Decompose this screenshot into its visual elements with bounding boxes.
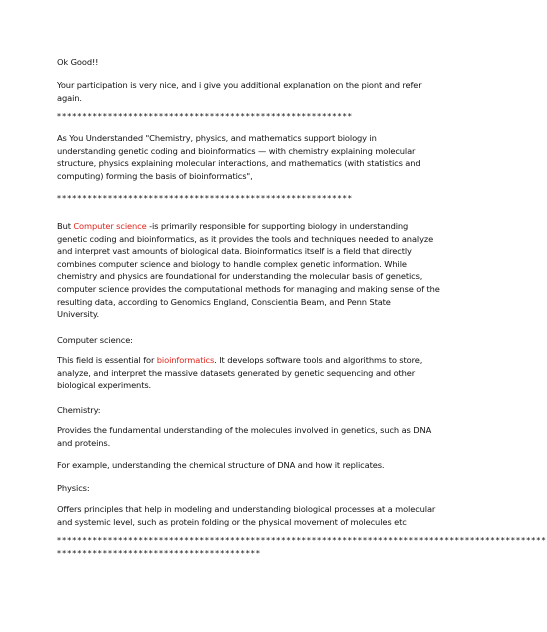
main-line-2: genetic coding and bioinformatics, as it provides the tools and techniques needed to analyze — [57, 233, 434, 244]
computer-science-paragraph — [57, 354, 422, 392]
cs-line-1-suffix: . It develops software tools and algorithms to store, — [214, 355, 423, 365]
cs-line-3: biological experiments. — [57, 380, 152, 391]
bioinformatics-highlight: bioinformatics — [156, 355, 215, 365]
phys-line-2: and systemic level, such as protein folding or the physical movement of molecules etc — [57, 516, 407, 527]
main-line-6: computer science provides the computational methods for managing and making sense of the — [57, 283, 440, 294]
quote-paragraph — [57, 132, 421, 182]
main-line-5: chemistry and physics are foundational for understanding the molecular basis of genetics, — [57, 271, 423, 282]
separator-stars-long: **************************************** — [57, 549, 261, 558]
cs-line-1 — [57, 354, 422, 367]
main-paragraph — [57, 220, 440, 321]
intro-paragraph — [57, 79, 422, 104]
physics-heading: Physics: — [57, 483, 90, 493]
phys-line-1: Offers principles that help in modeling and understanding biological processes at a molecular — [57, 504, 436, 514]
main-line-8: University. — [57, 309, 99, 320]
chem-line-1: Provides the fundamental understanding of the molecules involved in genetics, such as DNA — [57, 425, 432, 435]
intro-line-1: Your participation is very nice, and i give you additional explanation on the piont and refer — [57, 80, 422, 90]
intro-line-2: again. — [57, 92, 82, 103]
separator-stars: ********************************************************** — [57, 194, 353, 203]
chem-line-2: and proteins. — [57, 437, 111, 448]
main-line-1-prefix: But — [57, 221, 74, 231]
chemistry-example: For example, understanding the chemical structure of DNA and how it replicates. — [57, 460, 385, 470]
computer-science-heading: Computer science: — [57, 335, 133, 345]
cs-line-2: analyze, and interpret the massive datasets generated by genetic sequencing and other — [57, 367, 416, 378]
chemistry-heading: Chemistry: — [57, 405, 101, 415]
separator-stars: ********************************************************** — [57, 112, 353, 121]
physics-paragraph — [57, 503, 435, 528]
main-line-3: and interpret vast amounts of biological data. Bioinformatics itself is a field that directly — [57, 246, 412, 257]
quote-line-4: computing) forming the basis of bioinformatics", — [57, 170, 253, 181]
main-line-1-suffix: -is primarily responsible for supporting biology in understanding — [146, 221, 409, 231]
main-line-4: combines computer science and biology to handle complex genetic information. While — [57, 258, 407, 269]
separator-stars-long: ************************************************************************************************ — [57, 536, 547, 545]
quote-line-2: understanding genetic coding and bioinformatics — with chemistry explaining molecular — [57, 145, 416, 156]
cs-line-1-prefix: This field is essential for — [57, 355, 157, 365]
quote-line-3: structure, physics explaining molecular interactions, and mathematics (with statistics and — [57, 158, 421, 169]
greeting: Ok Good!! — [57, 57, 99, 67]
computer-science-highlight: Computer science — [73, 221, 147, 231]
chemistry-paragraph — [57, 424, 431, 449]
quote-line-1: As You Understanded "Chemistry, physics, and mathematics support biology in — [57, 133, 377, 143]
main-line-7: resulting data, according to Genomics England, Conscientia Beam, and Penn State — [57, 296, 391, 307]
main-line-1 — [57, 220, 440, 233]
